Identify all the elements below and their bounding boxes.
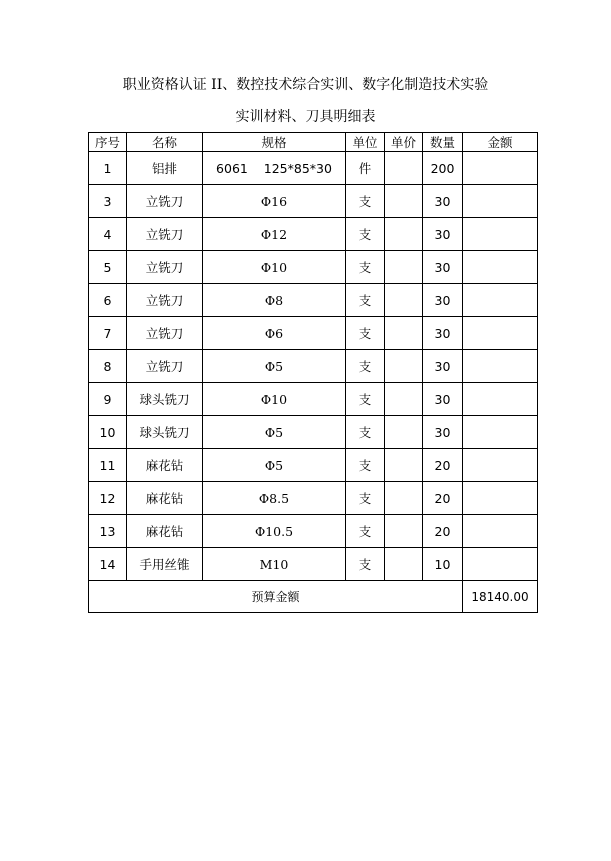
cell-spec: M10 xyxy=(203,548,346,581)
cell-spec: Φ10.5 xyxy=(203,515,346,548)
header-name: 名称 xyxy=(127,133,203,152)
cell-unit-price xyxy=(385,416,423,449)
cell-amount xyxy=(463,515,538,548)
cell-seq: 3 xyxy=(89,185,127,218)
cell-seq: 8 xyxy=(89,350,127,383)
cell-name: 手用丝锥 xyxy=(127,548,203,581)
cell-unit-price xyxy=(385,350,423,383)
cell-qty: 30 xyxy=(423,383,463,416)
cell-spec: Φ5 xyxy=(203,449,346,482)
cell-seq: 4 xyxy=(89,218,127,251)
cell-unit-price xyxy=(385,251,423,284)
header-seq: 序号 xyxy=(89,133,127,152)
cell-unit: 支 xyxy=(346,251,385,284)
cell-amount xyxy=(463,185,538,218)
document-subtitle: 实训材料、刀具明细表 xyxy=(235,109,376,125)
cell-seq: 9 xyxy=(89,383,127,416)
cell-unit: 件 xyxy=(346,152,385,185)
header-unit: 单位 xyxy=(346,133,385,152)
cell-seq: 11 xyxy=(89,449,127,482)
table-row xyxy=(89,482,538,515)
cell-unit: 支 xyxy=(346,185,385,218)
cell-seq: 13 xyxy=(89,515,127,548)
cell-unit: 支 xyxy=(346,317,385,350)
cell-qty: 30 xyxy=(423,284,463,317)
cell-qty: 20 xyxy=(423,449,463,482)
cell-unit: 支 xyxy=(346,482,385,515)
table-row xyxy=(89,548,538,581)
cell-amount xyxy=(463,251,538,284)
cell-qty: 30 xyxy=(423,317,463,350)
cell-qty: 30 xyxy=(423,350,463,383)
cell-amount xyxy=(463,416,538,449)
cell-seq: 12 xyxy=(89,482,127,515)
cell-seq: 1 xyxy=(89,152,127,185)
cell-name: 麻花钻 xyxy=(127,449,203,482)
cell-amount xyxy=(463,383,538,416)
total-value: 18140.00 xyxy=(463,581,538,613)
cell-amount xyxy=(463,152,538,185)
header-amount: 金额 xyxy=(463,133,538,152)
total-row xyxy=(89,581,538,613)
cell-spec: Φ8 xyxy=(203,284,346,317)
cell-amount xyxy=(463,482,538,515)
cell-unit-price xyxy=(385,185,423,218)
cell-spec: Φ16 xyxy=(203,185,346,218)
cell-name: 立铣刀 xyxy=(127,218,203,251)
total-label: 预算金额 xyxy=(89,581,463,613)
table-row xyxy=(89,218,538,251)
cell-unit-price xyxy=(385,449,423,482)
cell-unit-price xyxy=(385,515,423,548)
cell-name: 球头铣刀 xyxy=(127,416,203,449)
cell-unit: 支 xyxy=(346,515,385,548)
cell-qty: 30 xyxy=(423,218,463,251)
cell-name: 麻花钻 xyxy=(127,515,203,548)
cell-amount xyxy=(463,449,538,482)
table-header-row xyxy=(89,133,538,152)
cell-spec: 6061 125*85*30 xyxy=(203,152,346,185)
cell-name: 球头铣刀 xyxy=(127,383,203,416)
cell-name: 立铣刀 xyxy=(127,284,203,317)
cell-unit-price xyxy=(385,317,423,350)
cell-unit-price xyxy=(385,482,423,515)
cell-amount xyxy=(463,548,538,581)
cell-amount xyxy=(463,284,538,317)
cell-name: 立铣刀 xyxy=(127,251,203,284)
cell-unit: 支 xyxy=(346,449,385,482)
cell-amount xyxy=(463,350,538,383)
cell-seq: 7 xyxy=(89,317,127,350)
cell-name: 立铣刀 xyxy=(127,317,203,350)
cell-name: 立铣刀 xyxy=(127,185,203,218)
cell-qty: 30 xyxy=(423,251,463,284)
cell-qty: 30 xyxy=(423,185,463,218)
cell-unit: 支 xyxy=(346,284,385,317)
cell-unit-price xyxy=(385,284,423,317)
table-row xyxy=(89,383,538,416)
cell-unit-price xyxy=(385,383,423,416)
cell-spec: Φ12 xyxy=(203,218,346,251)
table-row xyxy=(89,317,538,350)
cell-unit: 支 xyxy=(346,416,385,449)
table-row xyxy=(89,416,538,449)
cell-qty: 20 xyxy=(423,482,463,515)
cell-seq: 14 xyxy=(89,548,127,581)
cell-spec: Φ8.5 xyxy=(203,482,346,515)
cell-unit: 支 xyxy=(346,383,385,416)
document-title: 职业资格认证 II、数控技术综合实训、数字化制造技术实验 xyxy=(122,77,489,93)
cell-unit-price xyxy=(385,152,423,185)
header-spec: 规格 xyxy=(203,133,346,152)
table-row xyxy=(89,515,538,548)
cell-qty: 200 xyxy=(423,152,463,185)
table-row xyxy=(89,350,538,383)
cell-seq: 5 xyxy=(89,251,127,284)
cell-spec: Φ10 xyxy=(203,383,346,416)
cell-amount xyxy=(463,218,538,251)
cell-unit: 支 xyxy=(346,548,385,581)
cell-amount xyxy=(463,317,538,350)
cell-qty: 20 xyxy=(423,515,463,548)
cell-unit: 支 xyxy=(346,218,385,251)
table-body xyxy=(89,152,538,581)
cell-qty: 30 xyxy=(423,416,463,449)
table-row xyxy=(89,251,538,284)
cell-name: 立铣刀 xyxy=(127,350,203,383)
cell-spec: Φ6 xyxy=(203,317,346,350)
cell-name: 铝排 xyxy=(127,152,203,185)
cell-name: 麻花钻 xyxy=(127,482,203,515)
cell-spec: Φ5 xyxy=(203,416,346,449)
table-row xyxy=(89,152,538,185)
cell-unit-price xyxy=(385,548,423,581)
cell-seq: 10 xyxy=(89,416,127,449)
table-row xyxy=(89,284,538,317)
cell-unit: 支 xyxy=(346,350,385,383)
header-qty: 数量 xyxy=(423,133,463,152)
cell-qty: 10 xyxy=(423,548,463,581)
table-row xyxy=(89,449,538,482)
cell-spec: Φ5 xyxy=(203,350,346,383)
materials-table xyxy=(88,132,538,613)
header-unit-price: 单价 xyxy=(385,133,423,152)
cell-unit-price xyxy=(385,218,423,251)
table-row xyxy=(89,185,538,218)
cell-spec: Φ10 xyxy=(203,251,346,284)
cell-seq: 6 xyxy=(89,284,127,317)
